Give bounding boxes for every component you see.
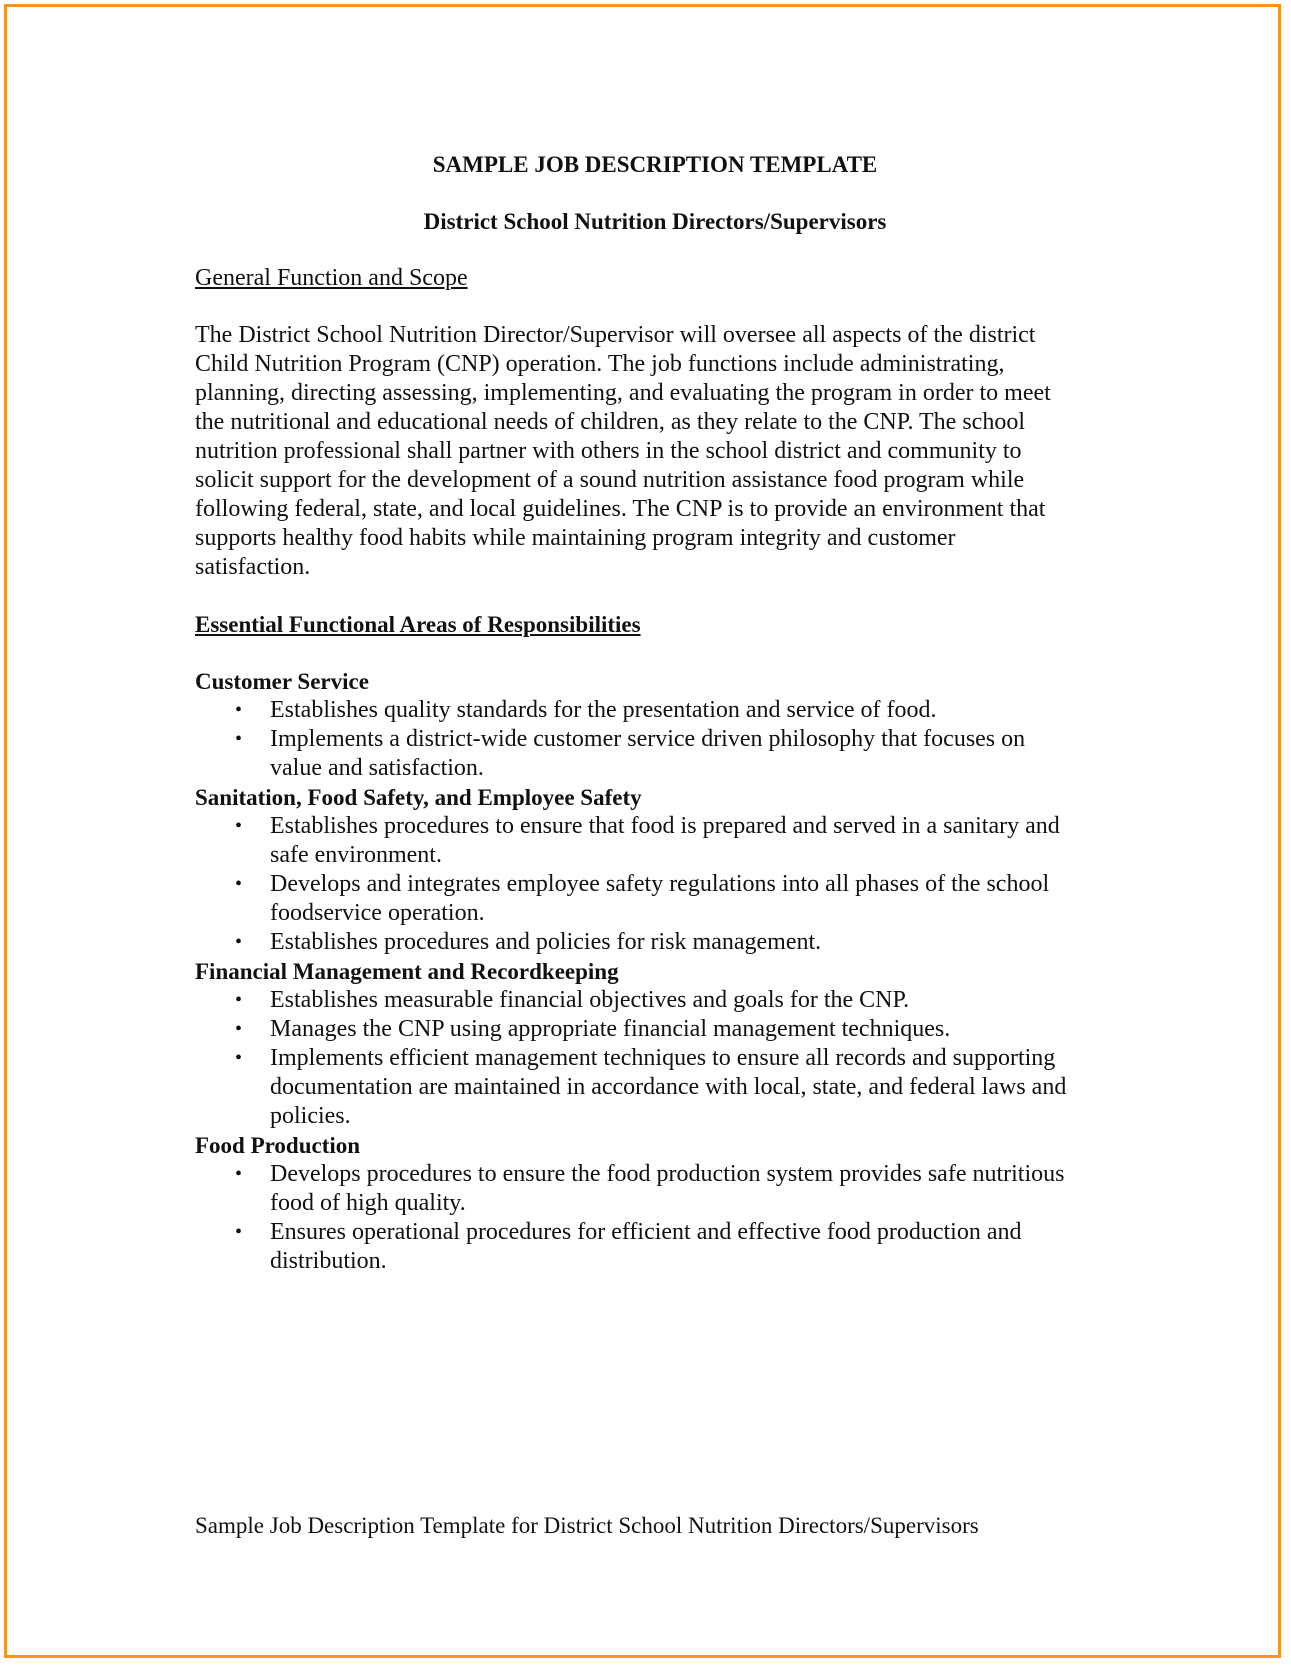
section-title: Sanitation, Food Safety, and Employee Safety [195,785,642,810]
section-title: Financial Management and Recordkeeping [195,959,619,984]
section-sanitation-safety [195,783,1115,957]
bullet-icon: • [235,1221,243,1243]
section-customer-service [195,667,1115,783]
list-item [195,1015,1080,1044]
bullet-icon: • [235,931,243,953]
bullet-icon: • [235,699,243,721]
bullet-icon: • [235,989,243,1011]
document-title: SAMPLE JOB DESCRIPTION TEMPLATE [432,152,878,177]
scope-paragraph: The District School Nutrition Director/Supervisor will oversee all aspects of the district Child Nutrition Program (CNP) operation. The job functions include administrating, planning, directing assessing, implementing, and evaluating the program in order to meet the nutritional and educational needs of children, as they relate to the CNP. The school nutrition professional shall partner with others in the school district and community to solicit support for the development of a sound nutrition assistance food program while following federal, state, and local guidelines. The CNP is to provide an environment that supports healthy food habits while maintaining program integrity and customer satisfaction. [195,322,1051,580]
bullet-list [195,986,1115,1131]
bullet-icon: • [235,728,243,750]
bullet-list [195,812,1115,957]
bullet-list [195,1160,1115,1276]
bullet-icon: • [235,873,243,895]
list-item-text: Manages the CNP using appropriate financial management techniques. [270,1016,951,1042]
list-item-text: Establishes procedures to ensure that food is prepared and served in a sanitary and safe environment. [270,813,1060,868]
list-item-text: Develops and integrates employee safety regulations into all phases of the school foodservice operation. [270,871,1050,926]
list-item-text: Establishes quality standards for the presentation and service of food. [270,697,937,723]
list-item [195,986,1080,1015]
list-item [195,812,1080,870]
list-item-text: Implements efficient management techniques to ensure all records and supporting documentation are maintained in accordance with local, state, and federal laws and policies. [270,1045,1067,1129]
list-item-text: Ensures operational procedures for efficient and effective food production and distribution. [270,1219,1022,1274]
list-item [195,1160,1080,1218]
bullet-icon: • [235,815,243,837]
document-body [195,150,1115,1276]
list-item-text: Implements a district-wide customer service driven philosophy that focuses on value and satisfaction. [270,726,1026,781]
list-item [195,725,1080,783]
section-financial-management [195,957,1115,1131]
responsibilities-heading: Essential Functional Areas of Responsibilities [195,612,641,637]
list-item [195,928,1080,957]
list-item [195,696,1080,725]
section-title: Customer Service [195,669,369,694]
list-item [195,1044,1080,1131]
bullet-icon: • [235,1047,243,1069]
list-item-text: Establishes procedures and policies for risk management. [270,929,822,955]
list-item [195,870,1080,928]
bullet-icon: • [235,1163,243,1185]
section-title: Food Production [195,1133,361,1158]
bullet-icon: • [235,1018,243,1040]
list-item-text: Establishes measurable financial objectives and goals for the CNP. [270,987,910,1013]
scope-heading: General Function and Scope [195,265,468,291]
page-footer: Sample Job Description Template for District School Nutrition Directors/Supervisors [195,1513,979,1538]
document-subtitle: District School Nutrition Directors/Supervisors [423,209,887,234]
section-food-production [195,1131,1115,1276]
bullet-list [195,696,1115,783]
list-item [195,1218,1080,1276]
list-item-text: Develops procedures to ensure the food production system provides safe nutritious food of high quality. [270,1161,1065,1216]
